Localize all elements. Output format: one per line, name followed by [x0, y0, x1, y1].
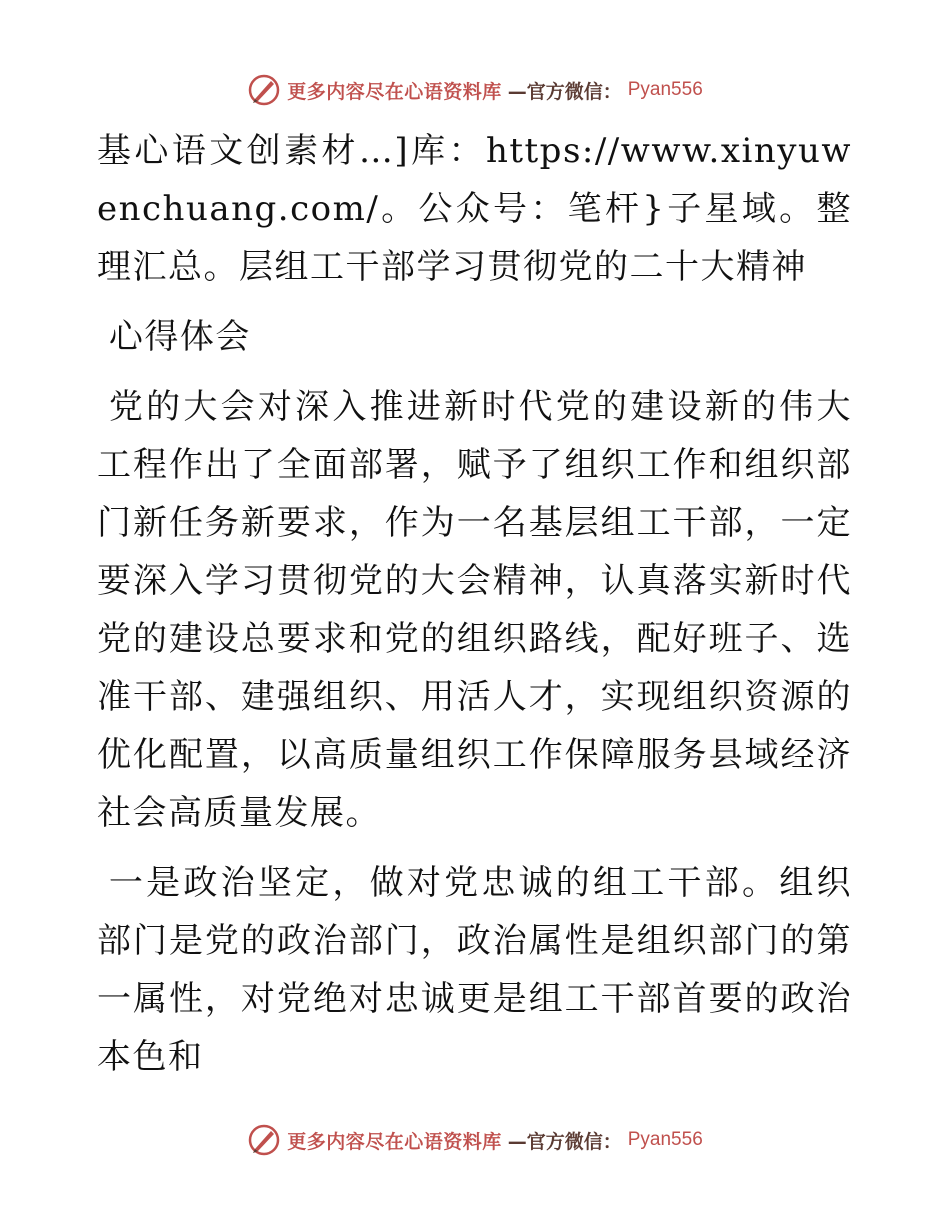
paragraph-point-one: 一是政治坚定，做对党忠诚的组工干部。组织部门是党的政治部门，政治属性是组织部门的第一属性，对党绝对忠诚更是组工干部首要的政治本色和 [97, 863, 852, 1077]
banner-wechat-id: Pyan556 [627, 1129, 703, 1150]
paragraph-subtitle: 心得体会 [108, 317, 251, 357]
footer-watermark-banner [0, 1120, 950, 1160]
banner-wechat-label: —官方微信： [507, 80, 622, 103]
banner-site-text: 更多内容尽在心语资料库 [287, 80, 502, 103]
paragraph-intro: 基心语文创素材…]库：https://www.xinyuwenchuang.com/。公众号：笔杆}子星域。整理汇总。层组工干部学习贯彻党的二十大精神 [97, 131, 852, 287]
banner-wechat-label: —官方微信： [507, 1130, 622, 1153]
header-watermark-banner [0, 70, 950, 110]
quill-pen-logo-icon [247, 73, 281, 107]
document-body [97, 122, 852, 1098]
quill-pen-logo-icon [247, 1123, 281, 1157]
banner-wechat-id: Pyan556 [627, 79, 703, 100]
paragraph-overview: 党的大会对深入推进新时代党的建设新的伟大工程作出了全面部署，赋予了组织工作和组织部门新任务新要求，作为一名基层组工干部，一定要深入学习贯彻党的大会精神，认真落实新时代党的建设总要求和党的组织路线，配好班子、选准干部、建强组织、用活人才，实现组织资源的优化配置，以高质量组织工作保障服务县域经济社会高质量发展。 [97, 387, 852, 833]
banner-site-text: 更多内容尽在心语资料库 [287, 1130, 502, 1153]
